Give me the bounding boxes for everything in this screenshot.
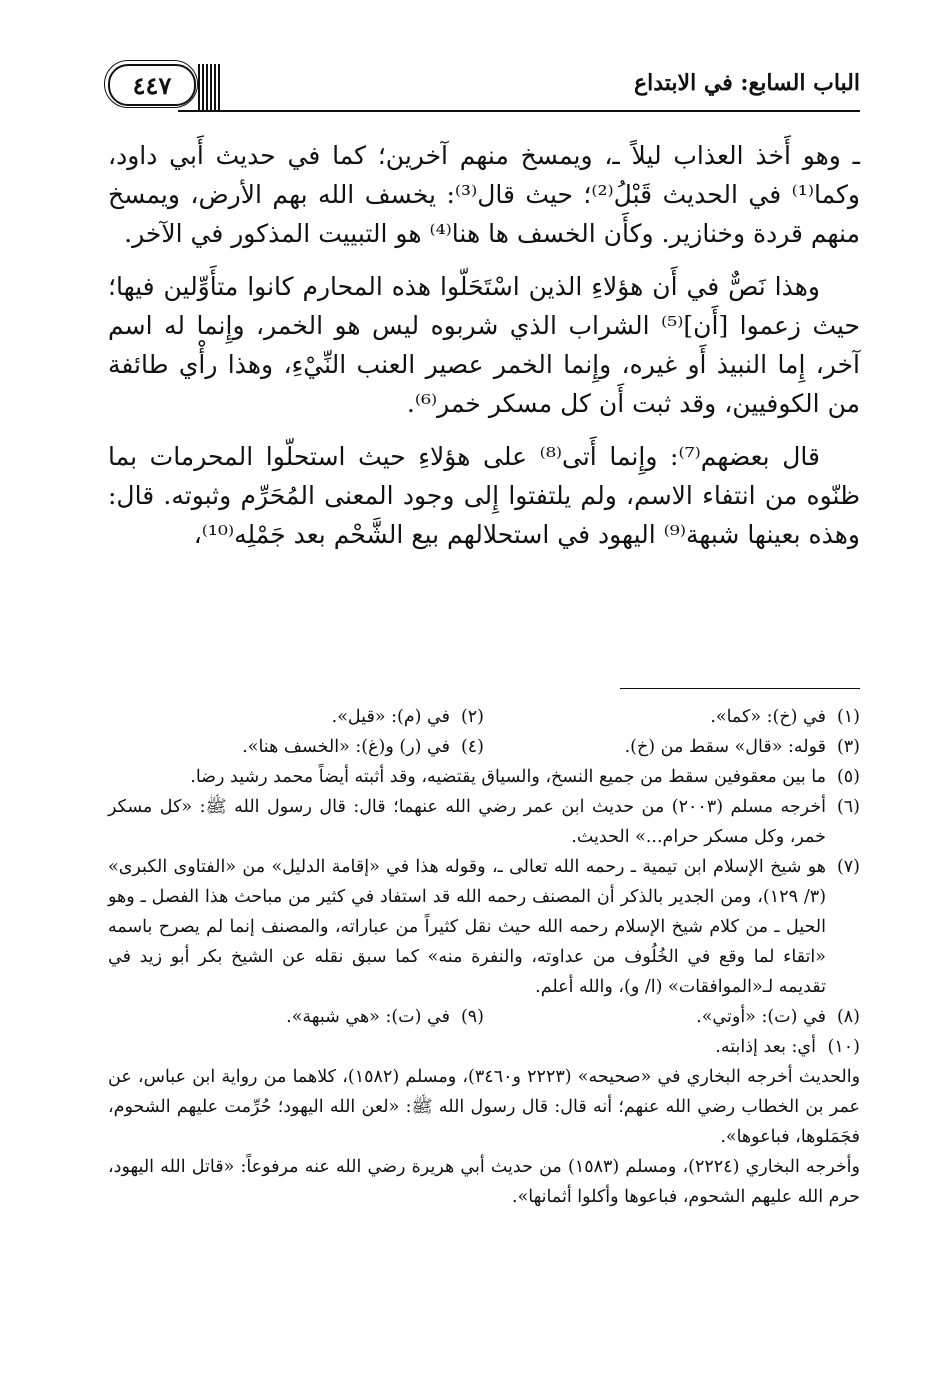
footnote-text: أخرجه مسلم (٢٠٠٣) من حديث ابن عمر رضي الله عنهما؛ قال: قال رسول الله ﷺ: «كل مسكر خمر، وكل مسكر حرام...» الحديث. (108, 797, 827, 847)
footnote-3 (484, 732, 860, 762)
footnote-6 (108, 792, 860, 852)
chapter-title: الباب السابع: في الابتداع (633, 70, 860, 96)
footnote-1 (484, 702, 860, 732)
footnote-7 (108, 852, 860, 1002)
footnote-text: في (خ): «كما». (710, 707, 826, 727)
footnote-10-continuation-2: وأخرجه البخاري (٢٢٢٤)، ومسلم (١٥٨٣) من حديث أبي هريرة رضي الله عنه مرفوعاً: «قاتل الله اليهود، حرم الله عليهم الشحوم، فباعوها وأكلوا أثمانها». (108, 1157, 860, 1207)
footnote-row-1-2 (108, 702, 860, 732)
footnote-10 (108, 1032, 860, 1062)
page-header (108, 58, 860, 118)
footnote-number: (٦) (836, 797, 860, 817)
footnote-text: أي: بعد إذابته. (715, 1037, 816, 1057)
footnote-number: (٢) (460, 707, 484, 727)
footnote-text: ما بين معقوفين سقط من جميع النسخ، والسياق يقتضيه، وقد أثبته أيضاً محمد رشيد رضا. (190, 767, 826, 787)
footnote-number: (١) (836, 707, 860, 727)
footnote-text: قوله: «قال» سقط من (خ). (624, 737, 826, 757)
footnote-9 (108, 1002, 484, 1032)
header-ornament-icon (198, 64, 220, 110)
footnote-number: (٥) (836, 767, 860, 787)
footnote-8 (484, 1002, 860, 1032)
footnote-text: هو شيخ الإسلام ابن تيمية ـ رحمه الله تعالى ـ، وقوله هذا في «إقامة الدليل» من «الفتاوى الكبرى» (٣/ ١٢٩)، ومن الجدير بالذكر أن المصنف رحمه الله قد استفاد في كثير من مباحث هذا الفصل ـ وهو الحيل ـ من كلام شيخ الإسلام رحمه الله حيث نقل كثيراً من عباراته، والمصنف إنما لم يصرح باسمه «اتقاء لما وقع في الخُلُوف من عداوته، والنفرة منه» كما سبق نقله عن الشيخ بكر أبو زيد في تقديمه لـ«الموافقات» (ا/ و)، والله أعلم. (108, 857, 827, 997)
footnote-row-8-9 (108, 1002, 860, 1032)
page-number-badge (108, 64, 196, 106)
footnote-4 (108, 732, 484, 762)
header-rule (178, 110, 860, 112)
footnote-text: في (م): «قيل». (331, 707, 450, 727)
main-text (108, 136, 860, 568)
footnote-separator (620, 688, 860, 689)
footnote-number: (١٠) (827, 1037, 860, 1057)
footnote-row-3-4 (108, 732, 860, 762)
footnote-2 (108, 702, 484, 732)
footnote-text: في (ر) و(غ): «الخسف هنا». (242, 737, 450, 757)
paragraph-1: ـ وهو أَخذ العذاب ليلاً ـ، ويمسخ منهم آخرين؛ كما في حديث أَبي داود، وكما⁽¹⁾ في الحديث قَبْلُ⁽²⁾؛ حيث قال⁽³⁾: يخسف الله بهم الأرض، ويمسخ منهم قردة وخنازير. وكأَن الخسف ها هنا⁽⁴⁾ هو التبييت المذكور في الآخر. (108, 141, 860, 248)
footnote-number: (٤) (460, 737, 484, 757)
footnote-number: (٧) (836, 857, 860, 877)
footnote-text: في (ت): «هي شبهة». (286, 1007, 450, 1027)
footnote-number: (٨) (836, 1007, 860, 1027)
footnote-number: (٣) (836, 737, 860, 757)
footnote-text: في (ت): «أوتي». (696, 1007, 826, 1027)
paragraph-3: قال بعضهم⁽⁷⁾: وإِنما أَتى⁽⁸⁾ على هؤلاءِ حيث استحلّوا المحرمات بما ظنّوه من انتفاء الاسم، ولم يلتفتوا إِلى وجود المعنى المُحَرِّم وثبوته. قال: وهذه بعينها شبهة⁽⁹⁾ اليهود في استحلالهم بيع الشَّحْم بعد جَمْلِه⁽¹⁰⁾، (108, 442, 860, 549)
page-number: ٤٤٧ (132, 70, 172, 100)
footnote-number: (٩) (460, 1007, 484, 1027)
footnote-5 (108, 762, 860, 792)
footnotes (108, 702, 860, 1212)
footnote-10-continuation-1: والحديث أخرجه البخاري في «صحيحه» (٢٢٢٣ و٣٤٦٠)، ومسلم (١٥٨٢)، كلاهما من رواية ابن عباس، عن عمر بن الخطاب رضي الله عنهم؛ أنه قال: قال رسول الله ﷺ: «لعن الله اليهود؛ حُرِّمت عليهم الشحوم، فجَمَلوها، فباعوها». (108, 1067, 861, 1147)
paragraph-2: وهذا نَصٌّ في أَن هؤلاءِ الذين اسْتَحَلّوا هذه المحارم كانوا متأَوِّلين فيها؛ حيث زعموا [أَن]⁽⁵⁾ الشراب الذي شربوه ليس هو الخمر، وإِنما له اسم آخر، إِما النبيذ أَو غيره، وإِنما الخمر عصير العنب النِّيْءِ، وهذا رأْي طائفة من الكوفيين، وقد ثبت أَن كل مسكر خمر⁽⁶⁾. (108, 272, 861, 418)
